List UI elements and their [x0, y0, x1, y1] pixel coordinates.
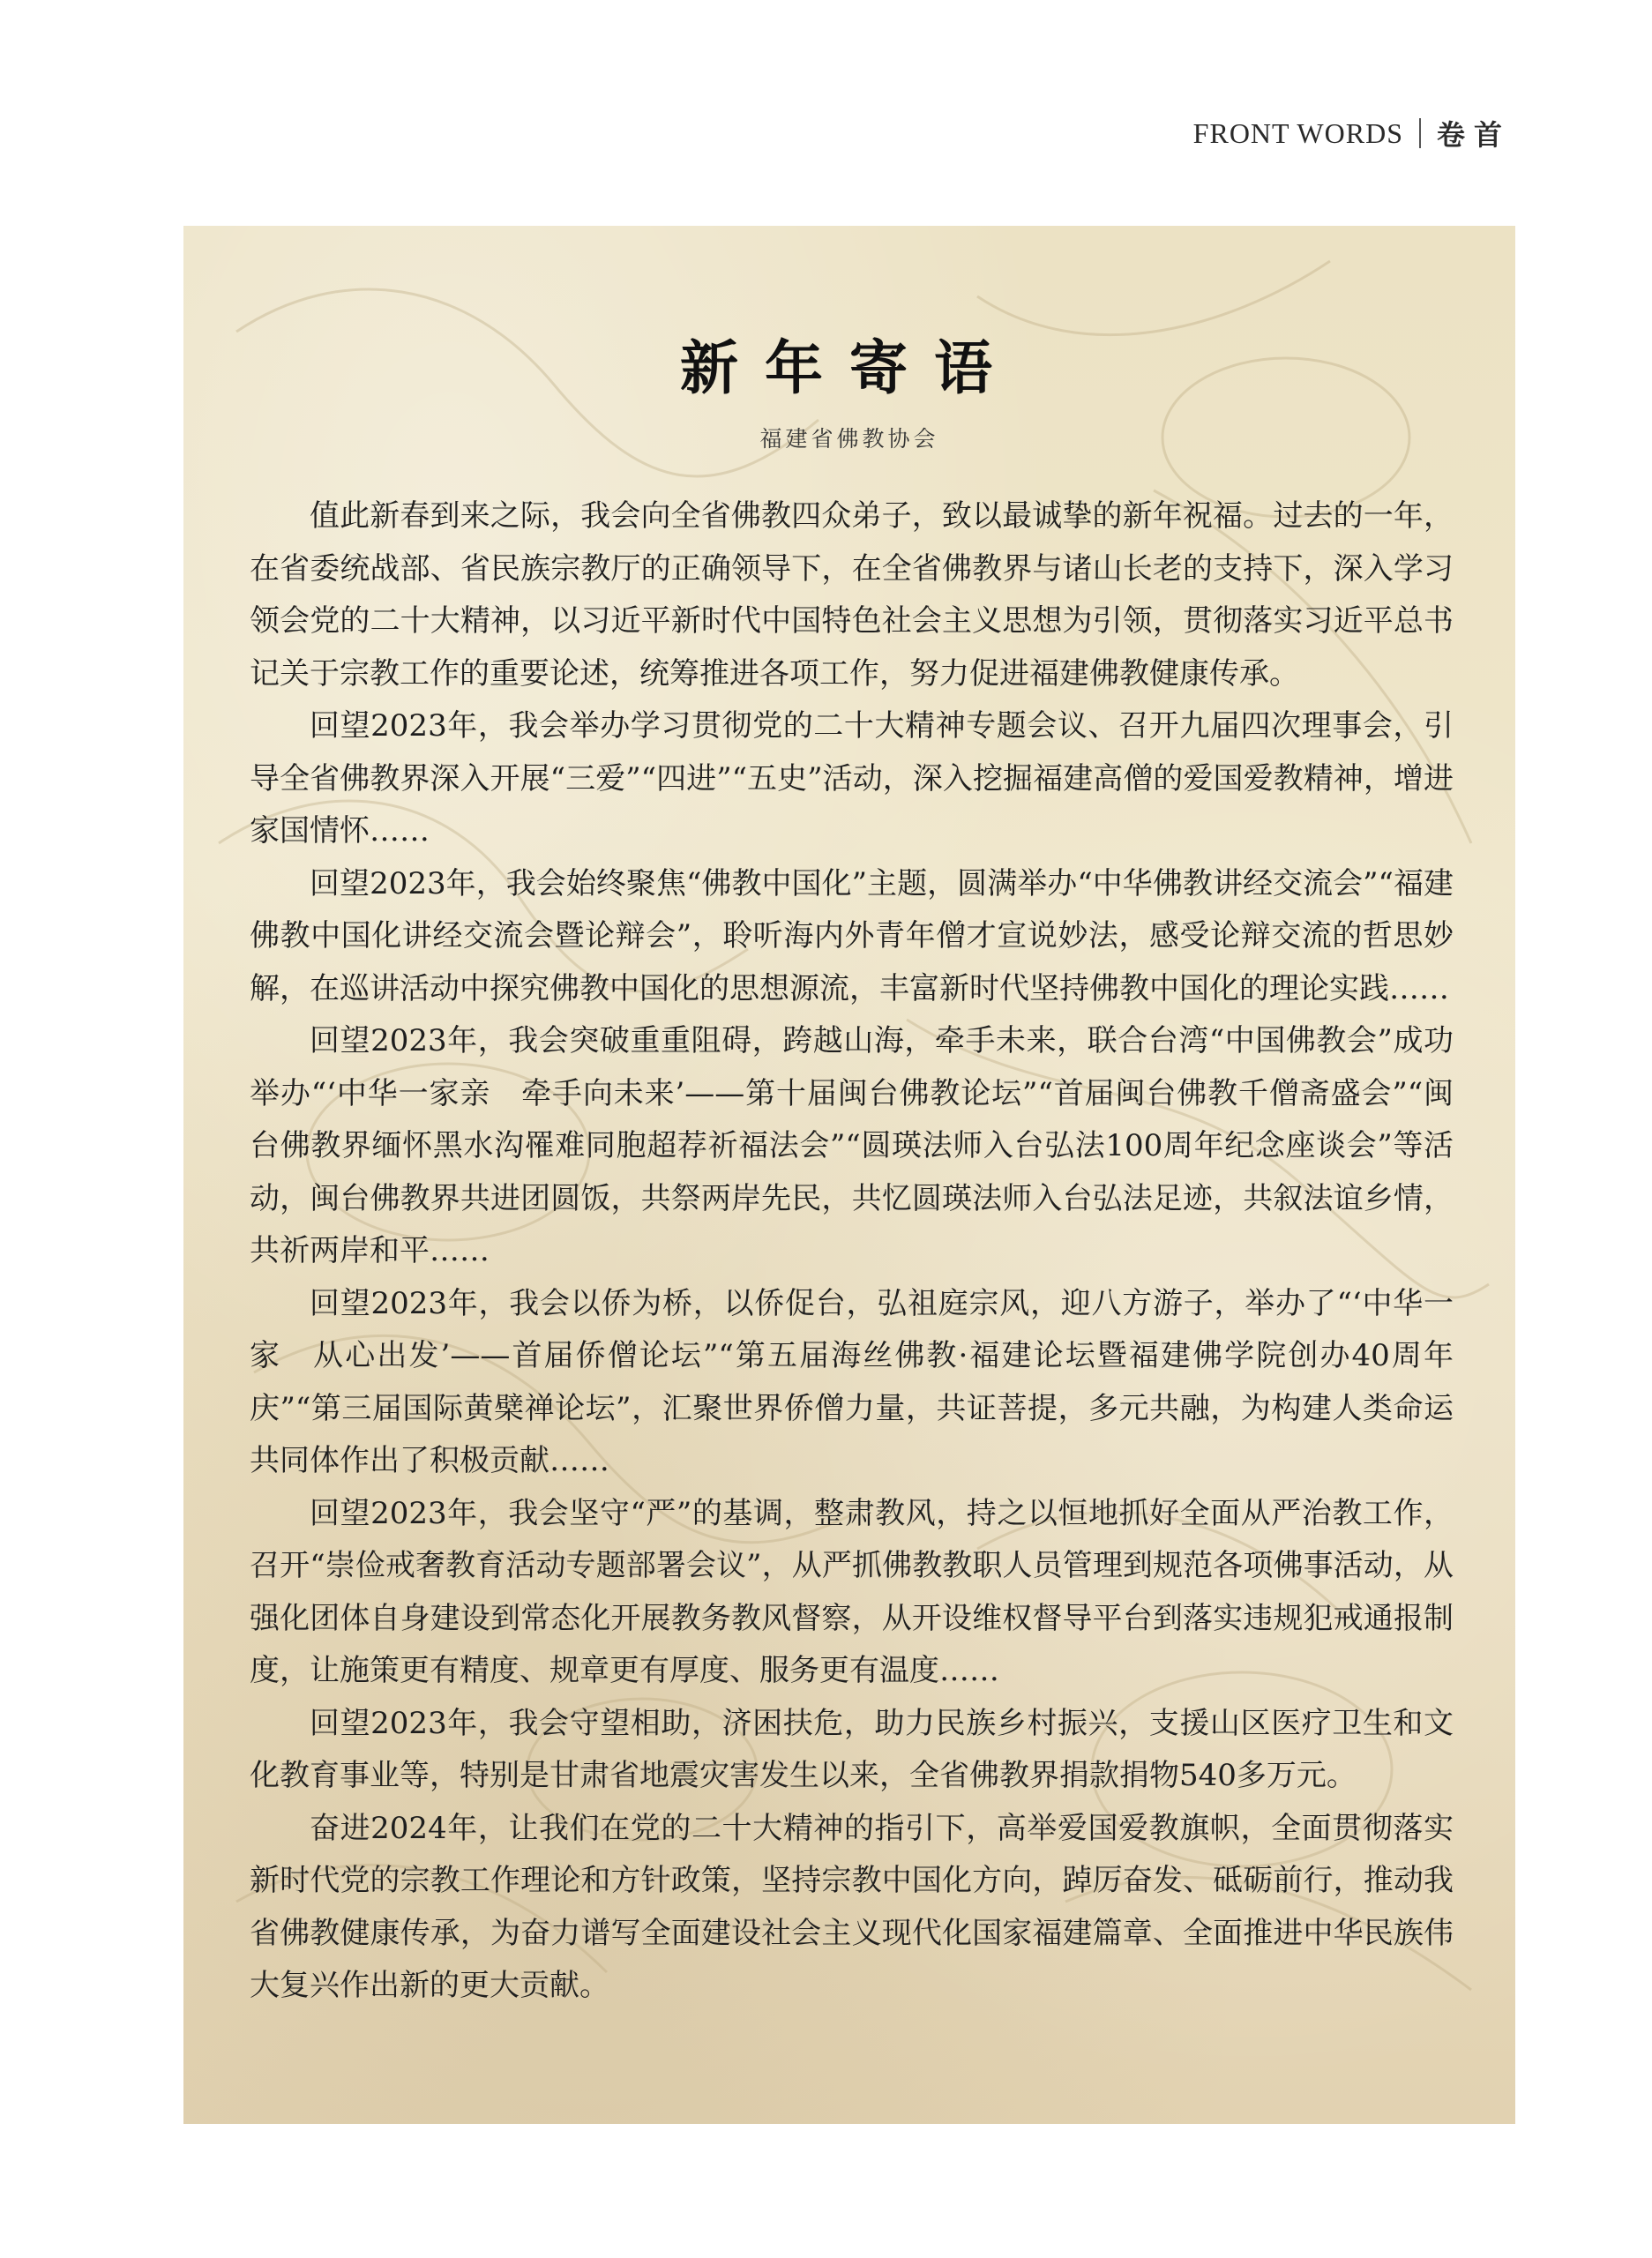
- paragraph: 回望2023年，我会守望相助，济困扶危，助力民族乡村振兴，支援山区医疗卫生和文化教育事业等，特别是甘肃省地震灾害发生以来，全省佛教界捐款捐物540多万元。: [250, 1705, 1454, 1793]
- paragraph: 回望2023年，我会突破重重阻碍，跨越山海，牵手未来，联合台湾“中国佛教会”成功举办“‘中华一家亲 牵手向未来’——第十届闽台佛教论坛”“首届闽台佛教千僧斋盛会”“闽台佛教界缅怀黑水沟罹难同胞超荐祈福法会”“圆瑛法师入台弘法100周年纪念座谈会”等活动，闽台佛教界共进团圆饭，共祭两岸先民，共忆圆瑛法师入台弘法足迹，共叙法谊乡情，共祈两岸和平……: [250, 1023, 1454, 1268]
- article-title: 新年寄语: [680, 333, 1019, 402]
- article-panel: [183, 226, 1515, 2124]
- section-label-en: FRONT WORDS: [1192, 116, 1403, 149]
- article-body: [250, 490, 1454, 2013]
- paragraph: 回望2023年，我会始终聚焦“佛教中国化”主题，圆满举办“中华佛教讲经交流会”“福建佛教中国化讲经交流会暨论辩会”，聆听海内外青年僧才宣说妙法，感受论辩交流的哲思妙解，在巡讲活动中探究佛教中国化的思想源流，丰富新时代坚持佛教中国化的理论实践……: [250, 865, 1454, 1006]
- paragraph: 值此新春到来之际，我会向全省佛教四众弟子，致以最诚挚的新年祝福。过去的一年，在省委统战部、省民族宗教厅的正确领导下，在全省佛教界与诸山长老的支持下，深入学习领会党的二十大精神，以习近平新时代中国特色社会主义思想为引领，贯彻落实习近平总书记关于宗教工作的重要论述，统筹推进各项工作，努力促进福建佛教健康传承。: [250, 498, 1454, 692]
- article-author: 福建省佛教协会: [759, 426, 939, 452]
- paragraph: 回望2023年，我会举办学习贯彻党的二十大精神专题会议、召开九届四次理事会，引导全省佛教界深入开展“三爱”“四进”“五史”活动，深入挖掘福建高僧的爱国爱教精神，增进家国情怀……: [250, 708, 1454, 849]
- running-header: [1193, 113, 1511, 153]
- paragraph: 奋进2024年，让我们在党的二十大精神的指引下，高举爱国爱教旗帜，全面贯彻落实新时代党的宗教工作理论和方针政策，坚持宗教中国化方向，踔厉奋发、砥砺前行，推动我省佛教健康传承，为奋力谱写全面建设社会主义现代化国家福建篇章、全面推进中华民族伟大复兴作出新的更大贡献。: [250, 1810, 1454, 2003]
- header-divider: [1419, 118, 1421, 148]
- paragraph: 回望2023年，我会坚守“严”的基调，整肃教风，持之以恒地抓好全面从严治教工作，召开“崇俭戒奢教育活动专题部署会议”，从严抓佛教教职人员管理到规范各项佛事活动，从强化团体自身建设到常态化开展教务教风督察，从开设维权督导平台到落实违规犯戒通报制度，让施策更有精度、规章更有厚度、服务更有温度……: [250, 1495, 1454, 1688]
- paragraph: 回望2023年，我会以侨为桥，以侨促台，弘祖庭宗风，迎八方游子，举办了“‘中华一家 从心出发’——首届侨僧论坛”“第五届海丝佛教·福建论坛暨福建佛学院创办40周年庆”“第三届国际黄檗禅论坛”，汇聚世界侨僧力量，共证菩提，多元共融，为构建人类命运共同体作出了积极贡献……: [250, 1285, 1454, 1478]
- section-label-cn: 卷首: [1436, 118, 1511, 152]
